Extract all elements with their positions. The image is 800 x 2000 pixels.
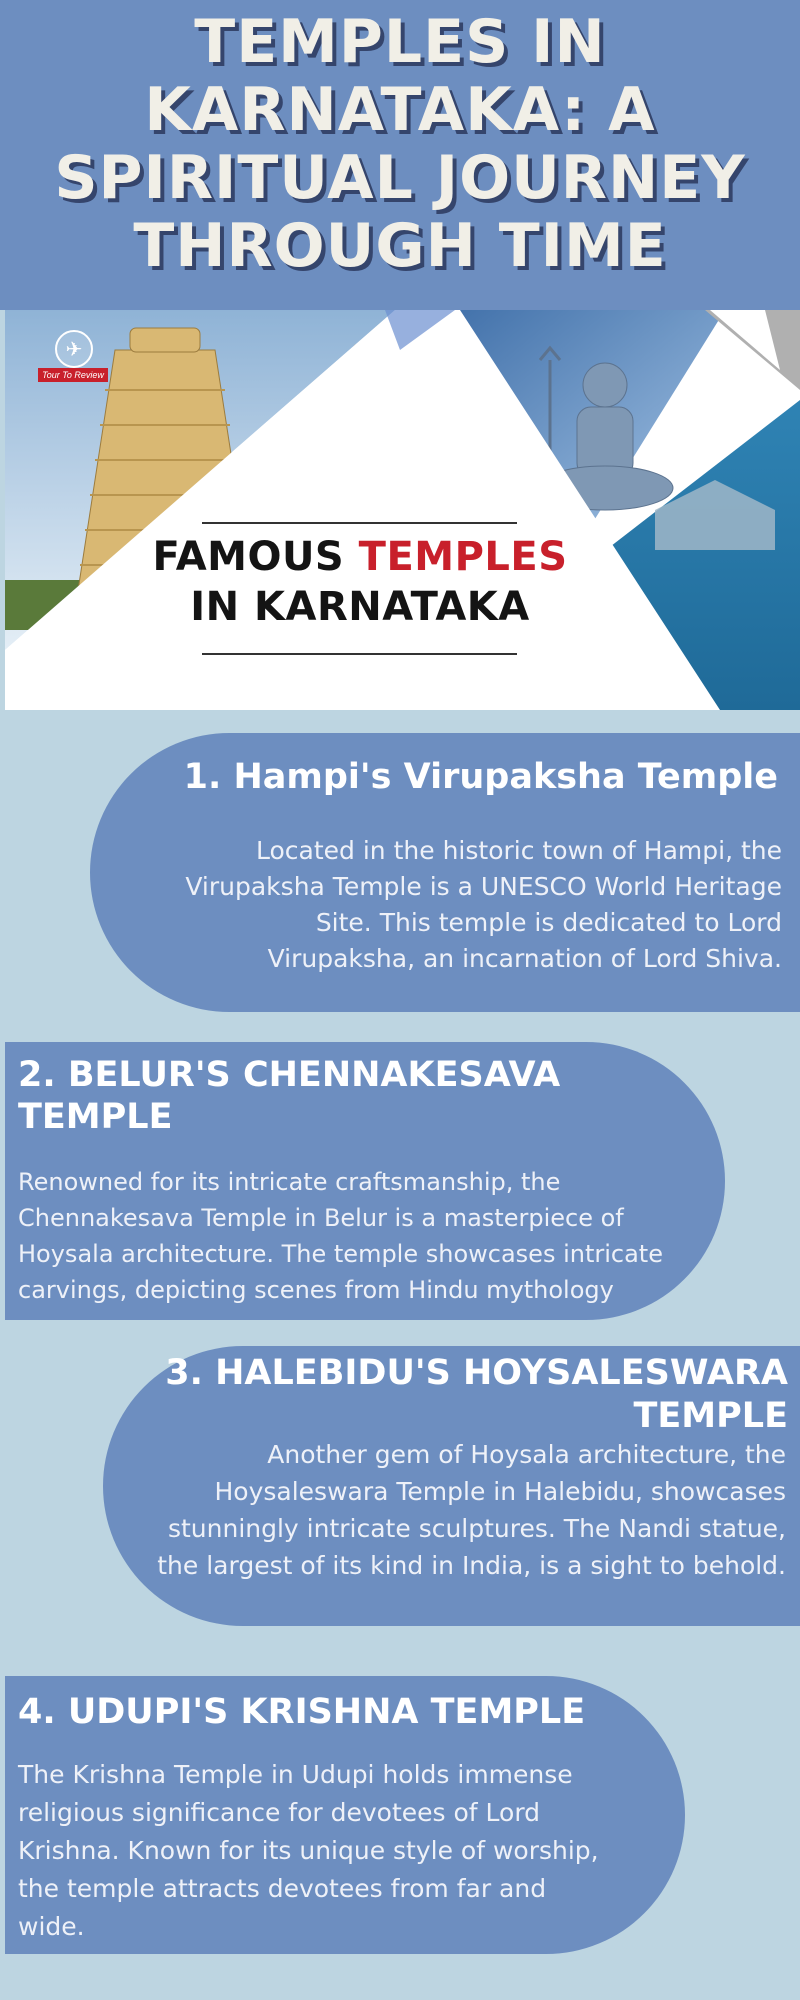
- header: [0, 0, 800, 310]
- banner-image: [5, 310, 800, 710]
- logo-text: Tour To Review: [38, 368, 108, 382]
- banner-bottom-rule: [202, 653, 517, 655]
- banner-title-accent: TEMPLES: [358, 534, 568, 580]
- banner-title: [135, 532, 585, 632]
- temple-description: The Krishna Temple in Udupi holds immense religious significance for devotees of Lord Krishna. Known for its unique style of worship, the temple attracts devotees from far and wide.: [18, 1760, 599, 1941]
- tour-to-review-logo: [33, 330, 113, 390]
- temple-card-hampi: [90, 733, 800, 1012]
- temple-collage-illustration: [5, 310, 800, 710]
- temple-card-belur: [5, 1042, 725, 1320]
- banner-title-part1: FAMOUS: [152, 534, 359, 580]
- temple-heading: 2. BELUR'S CHENNAKESAVA TEMPLE: [18, 1055, 561, 1137]
- temple-card-udupi: [5, 1676, 685, 1954]
- temple-heading: 1. Hampi's Virupaksha Temple: [183, 757, 778, 797]
- temple-description: Renowned for its intricate craftsmanship, the Chennakesava Temple in Belur is a masterpiece of Hoysala architecture. The temple showcases intricate carvings, depicting scenes from Hindu mythology: [18, 1168, 663, 1304]
- logo-icon: ✈: [55, 330, 93, 368]
- temple-heading: 3. HALEBIDU'S HOYSALESWARA TEMPLE: [165, 1353, 788, 1436]
- temple-description: Located in the historic town of Hampi, the Virupaksha Temple is a UNESCO World Heritage Site. This temple is dedicated to Lord Virupaksha, an incarnation of Lord Shiva.: [185, 836, 782, 973]
- temple-description: Another gem of Hoysala architecture, the Hoysaleswara Temple in Halebidu, showcases stunningly intricate sculptures. The Nandi statue, the largest of its kind in India, is a sight to behold.: [157, 1440, 786, 1580]
- banner-title-part2: IN KARNATAKA: [190, 584, 530, 630]
- page-title: TEMPLES IN KARNATAKA: A SPIRITUAL JOURNEY THROUGH TIME: [54, 7, 746, 281]
- temple-heading: 4. UDUPI'S KRISHNA TEMPLE: [18, 1692, 586, 1732]
- temple-card-halebidu: [103, 1346, 800, 1626]
- banner-top-rule: [202, 522, 517, 524]
